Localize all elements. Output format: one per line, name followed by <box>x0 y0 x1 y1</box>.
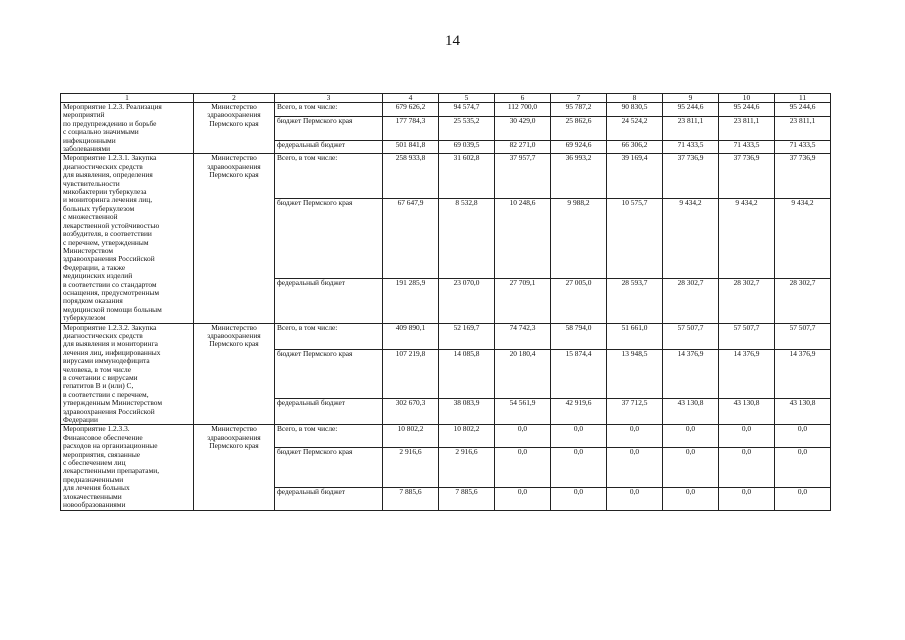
amount-cell: 0,0 <box>663 488 719 510</box>
funding-source-cell: федеральный бюджет <box>275 279 383 324</box>
amount-cell: 71 433,5 <box>719 140 775 154</box>
amount-cell: 69 924,6 <box>551 140 607 154</box>
amount-cell: 28 302,7 <box>775 279 831 324</box>
funding-source-cell: бюджет Пермского края <box>275 116 383 140</box>
amount-cell: 23 070,0 <box>439 279 495 324</box>
event-name-line: порядком оказания <box>63 296 123 306</box>
amount-cell: 95 244,6 <box>775 103 831 117</box>
amount-cell: 10 575,7 <box>607 198 663 278</box>
executor-cell <box>194 154 275 323</box>
event-name-line: больных туберкулезом <box>63 203 135 213</box>
event-name-line: с множественной <box>63 212 118 222</box>
amount-cell: 9 434,2 <box>775 198 831 278</box>
event-name-line: Федерации, а также <box>63 262 126 272</box>
amount-cell: 57 507,7 <box>719 323 775 350</box>
amount-cell: 0,0 <box>495 425 551 447</box>
event-name-line: в соответствии с перечнем, <box>63 389 149 399</box>
funding-source-cell: бюджет Пермского края <box>275 447 383 487</box>
amount-cell: 14 376,9 <box>719 350 775 398</box>
event-name-line: диагностических средств <box>63 161 143 171</box>
amount-cell: 0,0 <box>607 488 663 510</box>
amount-cell: 36 993,2 <box>551 154 607 199</box>
amount-cell: 95 787,2 <box>551 103 607 117</box>
amount-cell: 38 083,9 <box>439 398 495 425</box>
amount-cell: 30 429,0 <box>495 116 551 140</box>
amount-cell: 0,0 <box>775 488 831 510</box>
funding-source-cell: Всего, в том числе: <box>275 103 383 117</box>
event-name-line: здравоохранения Российской <box>63 406 155 416</box>
amount-cell: 74 742,3 <box>495 323 551 350</box>
amount-cell: 177 784,3 <box>383 116 439 140</box>
event-name-line: туберкулезом <box>63 313 106 323</box>
executor-line: здравоохранения <box>207 330 261 340</box>
funding-table <box>60 93 831 511</box>
amount-cell: 10 802,2 <box>383 425 439 447</box>
amount-cell: 23 811,1 <box>719 116 775 140</box>
amount-cell: 51 661,0 <box>607 323 663 350</box>
event-name-line: гепатитов В и (или) С, <box>63 381 134 391</box>
amount-cell: 0,0 <box>551 425 607 447</box>
funding-source-cell: федеральный бюджет <box>275 140 383 154</box>
page-number: 14 <box>445 33 460 49</box>
header-cell: 2 <box>194 94 275 103</box>
event-name-line: Мероприятие 1.2.3. Реализация <box>63 102 162 111</box>
amount-cell: 14 376,9 <box>775 350 831 398</box>
amount-cell: 258 933,8 <box>383 154 439 199</box>
event-name-line: чувствительности <box>63 178 120 188</box>
event-name-cell <box>61 323 194 425</box>
funding-source-cell: бюджет Пермского края <box>275 198 383 278</box>
table-row <box>61 323 831 350</box>
event-name-line: по предупреждению и борьбе <box>63 118 157 128</box>
amount-cell: 69 039,5 <box>439 140 495 154</box>
executor-line: здравоохранения <box>207 161 261 171</box>
table-row <box>61 103 831 117</box>
header-cell: 1 <box>61 94 194 103</box>
event-name-line: медицинской помощи больным <box>63 304 162 314</box>
header-cell: 4 <box>383 94 439 103</box>
event-name-line: с обеспечением лиц <box>63 458 126 468</box>
executor-line: здравоохранения <box>207 432 261 442</box>
amount-cell: 0,0 <box>719 488 775 510</box>
amount-cell: 28 302,7 <box>663 279 719 324</box>
amount-cell: 28 302,7 <box>719 279 775 324</box>
amount-cell: 0,0 <box>775 447 831 487</box>
event-name-line: Мероприятие 1.2.3.1. Закупка <box>63 153 157 163</box>
event-name-line: в соответствии со стандартом <box>63 279 157 289</box>
amount-cell: 95 244,6 <box>719 103 775 117</box>
amount-cell: 57 507,7 <box>775 323 831 350</box>
event-name-line: человека, в том числе <box>63 364 132 374</box>
amount-cell: 0,0 <box>775 425 831 447</box>
table-body <box>61 103 831 511</box>
amount-cell: 25 535,2 <box>439 116 495 140</box>
event-name-line: Мероприятие 1.2.3.3. <box>63 424 130 434</box>
event-name-line: медицинских изделий <box>63 271 133 281</box>
funding-source-cell: федеральный бюджет <box>275 398 383 425</box>
amount-cell: 52 169,7 <box>439 323 495 350</box>
event-name-line: лечения лиц, инфицированных <box>63 347 161 357</box>
amount-cell: 37 712,5 <box>607 398 663 425</box>
table-row <box>61 154 831 199</box>
amount-cell: 95 244,6 <box>663 103 719 117</box>
amount-cell: 37 736,9 <box>719 154 775 199</box>
amount-cell: 24 524,2 <box>607 116 663 140</box>
amount-cell: 43 130,8 <box>775 398 831 425</box>
amount-cell: 37 957,7 <box>495 154 551 199</box>
event-name-line: оснащения, предусмотренным <box>63 287 160 297</box>
amount-cell: 25 862,6 <box>551 116 607 140</box>
amount-cell: 94 574,7 <box>439 103 495 117</box>
amount-cell: 14 376,9 <box>663 350 719 398</box>
amount-cell: 27 709,1 <box>495 279 551 324</box>
event-name-line: в сочетании с вирусами <box>63 373 138 382</box>
amount-cell: 7 885,6 <box>439 488 495 510</box>
amount-cell: 302 670,3 <box>383 398 439 425</box>
event-name-cell <box>61 154 194 323</box>
amount-cell: 0,0 <box>495 488 551 510</box>
event-name-cell <box>61 103 194 154</box>
funding-source-cell: Всего, в том числе: <box>275 323 383 350</box>
amount-cell: 28 593,7 <box>607 279 663 324</box>
amount-cell: 15 874,4 <box>551 350 607 398</box>
amount-cell: 31 602,8 <box>439 154 495 199</box>
event-name-line: мероприятия, связанные <box>63 449 141 459</box>
event-name-line: злокачественными <box>63 491 122 501</box>
amount-cell: 39 169,4 <box>607 154 663 199</box>
event-name-line: и мониторинга лечения лиц, <box>63 195 153 205</box>
funding-source-cell: Всего, в том числе: <box>275 425 383 447</box>
event-name-line: возбудителя, в соответствии <box>63 229 152 239</box>
amount-cell: 0,0 <box>551 488 607 510</box>
amount-cell: 14 085,8 <box>439 350 495 398</box>
header-cell: 5 <box>439 94 495 103</box>
amount-cell: 37 736,9 <box>663 154 719 199</box>
executor-line: Министерство <box>211 102 257 111</box>
event-name-line: расходов на организационные <box>63 441 158 451</box>
amount-cell: 9 988,2 <box>551 198 607 278</box>
amount-cell: 20 180,4 <box>495 350 551 398</box>
header-cell: 7 <box>551 94 607 103</box>
amount-cell: 58 794,0 <box>551 323 607 350</box>
amount-cell: 66 306,2 <box>607 140 663 154</box>
executor-line: Министерство <box>211 424 257 434</box>
header-cell: 10 <box>719 94 775 103</box>
amount-cell: 8 532,8 <box>439 198 495 278</box>
executor-line: Пермского края <box>209 441 259 451</box>
header-cell: 11 <box>775 94 831 103</box>
event-name-line: микобактерии туберкулеза <box>63 187 147 197</box>
event-name-line: лекарственными препаратами, <box>63 466 160 476</box>
event-name-line: для выявления и мониторинга <box>63 339 158 349</box>
amount-cell: 13 948,5 <box>607 350 663 398</box>
event-name-line: здравоохранения Российской <box>63 254 155 264</box>
event-name-line: с перечнем, утвержденным <box>63 237 149 247</box>
amount-cell: 679 626,2 <box>383 103 439 117</box>
amount-cell: 67 647,9 <box>383 198 439 278</box>
amount-cell: 43 130,8 <box>663 398 719 425</box>
event-name-line: для выявления, определения <box>63 170 153 180</box>
amount-cell: 107 219,8 <box>383 350 439 398</box>
funding-source-cell: федеральный бюджет <box>275 488 383 510</box>
amount-cell: 57 507,7 <box>663 323 719 350</box>
amount-cell: 54 561,9 <box>495 398 551 425</box>
amount-cell: 0,0 <box>663 447 719 487</box>
executor-line: Пермского края <box>209 170 259 180</box>
event-name-line: мероприятий <box>63 110 105 120</box>
amount-cell: 0,0 <box>719 425 775 447</box>
header-cell: 3 <box>275 94 383 103</box>
header-cell: 9 <box>663 94 719 103</box>
event-name-line: новообразованиями <box>63 500 126 510</box>
header-row <box>61 94 831 103</box>
amount-cell: 409 890,1 <box>383 323 439 350</box>
amount-cell: 112 700,0 <box>495 103 551 117</box>
amount-cell: 71 433,5 <box>775 140 831 154</box>
amount-cell: 9 434,2 <box>663 198 719 278</box>
event-name-cell <box>61 425 194 510</box>
amount-cell: 7 885,6 <box>383 488 439 510</box>
amount-cell: 0,0 <box>719 447 775 487</box>
amount-cell: 42 919,6 <box>551 398 607 425</box>
event-name-line: инфекционными <box>63 135 116 145</box>
amount-cell: 0,0 <box>551 447 607 487</box>
amount-cell: 23 811,1 <box>663 116 719 140</box>
header-cell: 6 <box>495 94 551 103</box>
amount-cell: 9 434,2 <box>719 198 775 278</box>
event-name-line: для лечения больных <box>63 483 130 493</box>
event-name-line: Мероприятие 1.2.3.2. Закупка <box>63 323 157 332</box>
event-name-line: Министерством <box>63 245 114 255</box>
amount-cell: 0,0 <box>607 425 663 447</box>
table-row <box>61 425 831 447</box>
funding-source-cell: бюджет Пермского края <box>275 350 383 398</box>
amount-cell: 0,0 <box>663 425 719 447</box>
executor-cell <box>194 323 275 425</box>
event-name-line: с социально значимыми <box>63 127 139 137</box>
amount-cell: 43 130,8 <box>719 398 775 425</box>
amount-cell: 2 916,6 <box>383 447 439 487</box>
amount-cell: 0,0 <box>607 447 663 487</box>
amount-cell: 2 916,6 <box>439 447 495 487</box>
amount-cell: 37 736,9 <box>775 154 831 199</box>
amount-cell: 501 841,8 <box>383 140 439 154</box>
executor-line: Министерство <box>211 153 257 163</box>
funding-source-cell: Всего, в том числе: <box>275 154 383 199</box>
amount-cell: 0,0 <box>495 447 551 487</box>
executor-line: здравоохранения <box>207 110 261 120</box>
amount-cell: 10 802,2 <box>439 425 495 447</box>
event-name-line: лекарственной устойчивостью <box>63 220 160 230</box>
amount-cell: 23 811,1 <box>775 116 831 140</box>
executor-line: Пермского края <box>209 339 259 349</box>
amount-cell: 191 285,9 <box>383 279 439 324</box>
amount-cell: 27 005,0 <box>551 279 607 324</box>
amount-cell: 71 433,5 <box>663 140 719 154</box>
event-name-line: утвержденным Министерством <box>63 398 162 408</box>
executor-line: Пермского края <box>209 118 259 128</box>
event-name-line: Финансовое обеспечение <box>63 432 143 442</box>
executor-cell <box>194 425 275 510</box>
header-cell: 8 <box>607 94 663 103</box>
amount-cell: 82 271,0 <box>495 140 551 154</box>
amount-cell: 90 830,5 <box>607 103 663 117</box>
executor-line: Министерство <box>211 323 257 332</box>
amount-cell: 10 248,6 <box>495 198 551 278</box>
event-name-line: предназначенными <box>63 474 124 484</box>
event-name-line: Федерации <box>63 415 98 425</box>
event-name-line: заболеваниями <box>63 144 111 154</box>
event-name-line: диагностических средств <box>63 330 143 340</box>
event-name-line: вирусами иммунодефицита <box>63 356 150 366</box>
executor-cell <box>194 103 275 154</box>
